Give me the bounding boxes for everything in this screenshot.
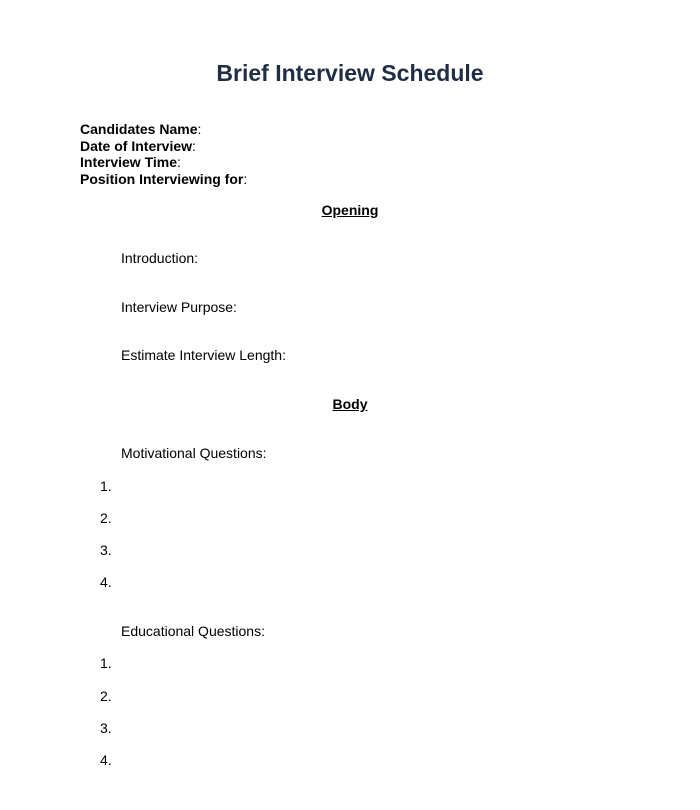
motivational-questions-label: Motivational Questions:	[121, 445, 267, 461]
educational-question-1: 1.	[100, 655, 112, 671]
field-colon: :	[192, 137, 196, 154]
field-interview-time	[80, 154, 247, 171]
field-colon: :	[197, 121, 202, 137]
document-title: Brief Interview Schedule	[216, 60, 484, 86]
educational-question-4: 4.	[100, 752, 112, 768]
field-colon: :	[177, 154, 181, 170]
field-position	[80, 171, 247, 188]
interview-length-label: Estimate Interview Length:	[121, 347, 286, 363]
motivational-question-3: 3.	[100, 542, 112, 558]
body-heading: Body	[332, 396, 368, 412]
field-label: Candidates Name	[80, 121, 198, 137]
field-candidate-name	[80, 121, 247, 138]
educational-questions-label: Educational Questions:	[121, 623, 265, 639]
motivational-question-4: 4.	[100, 574, 112, 590]
motivational-question-1: 1.	[100, 478, 112, 494]
field-label: Position Interviewing for	[80, 170, 244, 187]
candidate-fields	[80, 121, 247, 187]
field-label: Interview Time	[80, 154, 178, 170]
interview-purpose-label: Interview Purpose:	[121, 299, 237, 315]
educational-question-2: 2.	[100, 688, 112, 704]
field-colon: :	[243, 170, 248, 187]
educational-question-3: 3.	[100, 720, 112, 736]
opening-heading: Opening	[321, 202, 379, 218]
field-label: Date of Interview	[80, 137, 193, 154]
introduction-label: Introduction:	[121, 250, 199, 266]
field-date-of-interview	[80, 138, 247, 155]
motivational-question-2: 2.	[100, 510, 112, 526]
